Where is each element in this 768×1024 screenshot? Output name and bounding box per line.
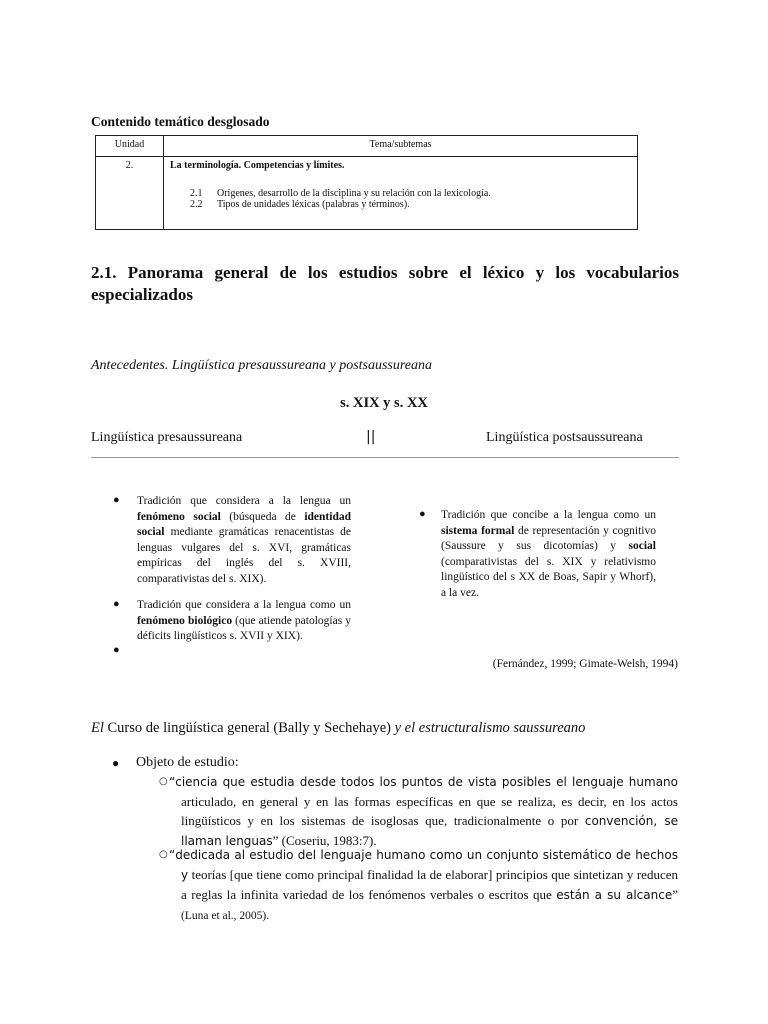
bold-term: sistema formal — [441, 524, 515, 537]
curso-heading — [91, 720, 585, 737]
left-bullet-1 — [137, 494, 351, 587]
bold-term: identidad social — [137, 510, 351, 538]
bullet-icon: ● — [112, 756, 120, 770]
bold-term: social — [628, 540, 656, 552]
horizontal-rule — [91, 457, 679, 458]
text: “ciencia que estudia desde todos los puntos de vista posibles el lenguaje humano — [169, 775, 678, 789]
toc-unit-number: 2. — [96, 157, 164, 230]
text: ” — [672, 887, 678, 902]
circle-bullet-icon: ○ — [159, 776, 168, 787]
right-bullet-1 — [441, 508, 656, 601]
text: “dedicada al estudio del lenguaje humano como un conjunto sistemático de hechos y — [169, 848, 678, 882]
column-separator: || — [366, 429, 376, 445]
toc-subtopic-num: 2.2 — [190, 199, 203, 210]
bold-term: fenómeno biológico — [137, 614, 233, 627]
text: Tradición que considera a la lengua un — [137, 495, 351, 507]
right-column-title: Lingüística postsaussureana — [486, 430, 643, 445]
bullet-icon: ● — [113, 598, 120, 610]
text: mediante gramáticas renacentistas de lenguas vulgares del s. XVI, gramáticas empíricas del inglés del s. XVIII, comparativistas del s. XIX). — [137, 526, 351, 585]
toc-subtopic-text: Orígenes, desarrollo de la disciplina y su relación con la lexicología. — [217, 188, 491, 199]
quote-2 — [169, 845, 678, 926]
text: articulado, en general y en las formas específicas en que se realiza, es decir, en los actos lingüísticos y en los sistemas de isoglosas que, tradicionalmente o por — [181, 794, 678, 828]
text: teorías [que tiene como principal finalidad la de elaborar] principios que sintetizan y reducen a reglas la infinita variedad de los fenómenos verbales o escritos que — [181, 867, 678, 902]
circle-bullet-icon: ○ — [159, 849, 168, 860]
text: y el estructuralismo saussureano — [394, 720, 586, 736]
toc-subtopic — [190, 199, 631, 210]
objeto-label: Objeto de estudio: — [136, 755, 239, 770]
citation: (Fernández, 1999; Gimate-Welsh, 1994) — [492, 658, 678, 670]
bullet-icon: ● — [113, 644, 120, 656]
century-label: s. XIX y s. XX — [340, 395, 428, 411]
toc-subtopic-num: 2.1 — [190, 188, 203, 199]
toc-subtopic-text: Tipos de unidades léxicas (palabras y términos). — [217, 199, 410, 210]
text: Tradición que considera a la lengua como un — [137, 599, 351, 611]
text: Tradición que concibe a la lengua como un — [441, 509, 656, 521]
bullet-icon: ● — [419, 508, 426, 520]
text: (Luna et al., 2005). — [181, 910, 270, 922]
toc-row — [96, 157, 638, 230]
toc-topic-title: La terminología. Competencias y límites. — [170, 160, 345, 171]
text: El — [91, 720, 104, 736]
text: (búsqueda de — [220, 510, 305, 523]
quote-1 — [169, 772, 678, 851]
toc-subtopic — [190, 188, 631, 199]
toc-heading: Contenido temático desglosado — [91, 114, 270, 129]
toc-header-row — [96, 136, 638, 157]
left-bullet-2 — [137, 598, 351, 645]
toc-col-topic: Tema/subtemas — [164, 136, 638, 157]
text: Curso de lingüística general (Bally y Sechehaye) — [103, 720, 395, 736]
toc-col-unit: Unidad — [96, 136, 164, 157]
text: están a su alcance — [556, 888, 673, 902]
antecedentes-heading: Antecedentes. Lingüística presaussureana y postsaussureana — [91, 358, 433, 373]
toc-table — [95, 135, 638, 230]
text: (comparativistas del s. XIX y relativismo lingüístico del s XX de Boas, Sapir y Whorf), a la vez. — [441, 555, 656, 599]
left-column-title: Lingüística presaussureana — [91, 430, 243, 445]
bullet-icon: ● — [113, 494, 120, 506]
text: convención, se llaman lenguas — [181, 814, 678, 848]
toc-topic-cell — [164, 157, 638, 230]
section-title: 2.1. Panorama general de los estudios sobre el léxico y los vocabularios especializados — [91, 263, 679, 304]
text: de representación y cognitivo (Saussure y sus dicotomías) y — [441, 524, 656, 552]
bold-term: fenómeno social — [137, 510, 221, 523]
text: (que atiende patologías y déficits lingüísticos s. XVII y XIX). — [137, 614, 352, 642]
text: ” (Coseriu, 1983:7). — [272, 833, 377, 848]
